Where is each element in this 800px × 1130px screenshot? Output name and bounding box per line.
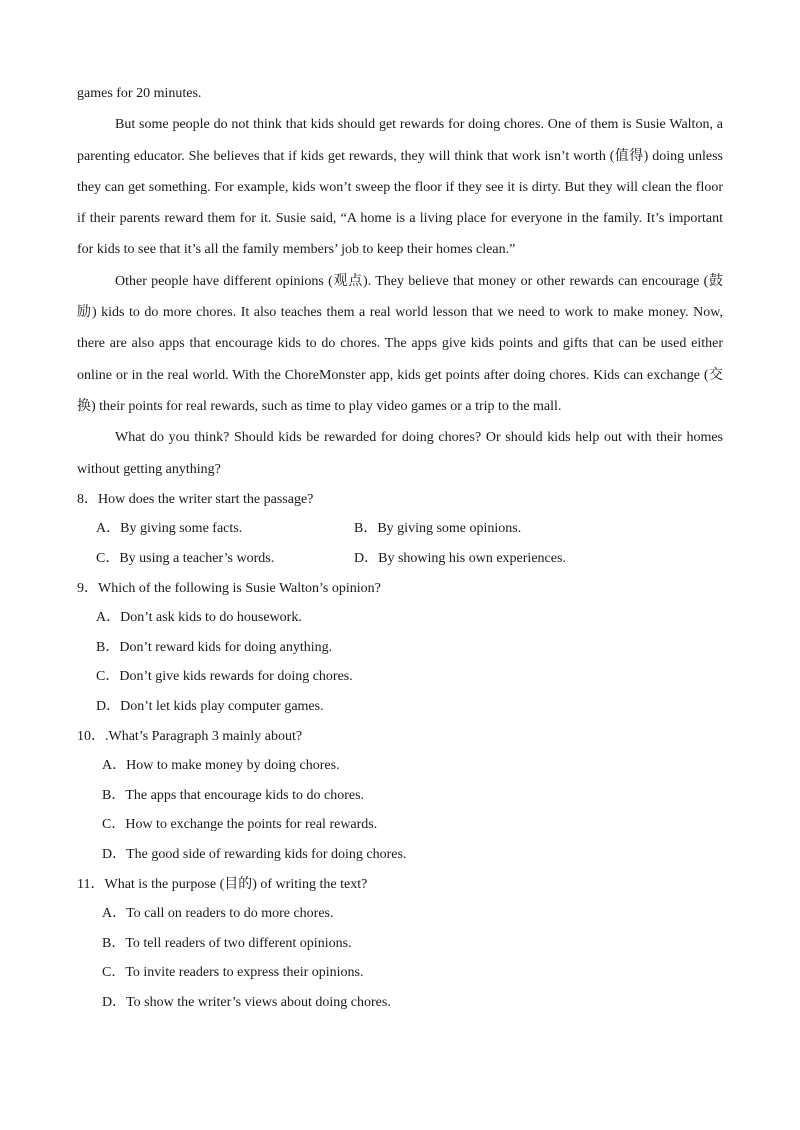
question-stem: 11．What is the purpose (目的) of writing the text?: [77, 876, 368, 892]
passage-paragraph-1: games for 20 minutes.: [77, 86, 202, 101]
question-options: [77, 514, 723, 573]
question-options: [77, 751, 723, 869]
question-9: [77, 574, 723, 722]
question-options: [77, 603, 723, 721]
passage-paragraph-4: What do you think? Should kids be rewarded for doing chores? Or should kids help out with their homes without getting anything?: [77, 430, 723, 477]
question-stem: 8．How does the writer start the passage?: [77, 491, 314, 507]
question-10: [77, 722, 723, 870]
option-a: A．How to make money by doing chores.: [102, 758, 340, 774]
option-c: C．Don’t give kids rewards for doing chores.: [96, 669, 353, 685]
option-d: D．The good side of rewarding kids for doing chores.: [102, 846, 407, 862]
passage-paragraph-3: Other people have different opinions (观点). They believe that money or other rewards can encourage (鼓励) kids to do more chores. It also teaches them a real world lesson that we need to work to make money. Now, there are also apps that encourage kids to do chores. The apps give kids points and gifts that can be used either online or in the real world. With the ChoreMonster app, kids get points after doing chores. Kids can exchange (交换) their points for real rewards, such as time to play video games or a trip to the mall.: [77, 273, 723, 414]
option-a: A．By giving some facts.: [96, 521, 243, 537]
question-stem: 10．.What’s Paragraph 3 mainly about?: [77, 728, 303, 744]
document-page: [77, 78, 723, 1018]
option-c: C．How to exchange the points for real rewards.: [102, 817, 378, 833]
option-c: C．By using a teacher’s words.: [96, 551, 275, 567]
question-options: [77, 899, 723, 1017]
option-c: C．To invite readers to express their opinions.: [102, 965, 364, 981]
option-a: A．Don’t ask kids to do housework.: [96, 610, 302, 626]
option-a: A．To call on readers to do more chores.: [102, 906, 334, 922]
option-b: B．To tell readers of two different opinions.: [102, 935, 352, 951]
option-b: B．Don’t reward kids for doing anything.: [96, 639, 333, 655]
option-d: D．Don’t let kids play computer games.: [96, 699, 324, 715]
option-b: B．By giving some opinions.: [354, 521, 522, 537]
question-11: [77, 870, 723, 1018]
question-8: [77, 485, 723, 574]
passage-paragraph-2: But some people do not think that kids should get rewards for doing chores. One of them is Susie Walton, a parenting educator. She believes that if kids get rewards, they will think that work isn’t worth (值得) doing unless they can get something. For example, kids won’t sweep the floor if they see it is dirty. But they will clean the floor if their parents reward them for it. Susie said, “A home is a living place for everyone in the family. It’s important for kids to see that it’s all the family members’ job to keep their homes clean.”: [77, 117, 723, 258]
option-b: B．The apps that encourage kids to do chores.: [102, 787, 365, 803]
question-stem: 9．Which of the following is Susie Walton’s opinion?: [77, 580, 381, 596]
option-d: D．By showing his own experiences.: [354, 551, 566, 567]
option-d: D．To show the writer’s views about doing chores.: [102, 994, 391, 1010]
